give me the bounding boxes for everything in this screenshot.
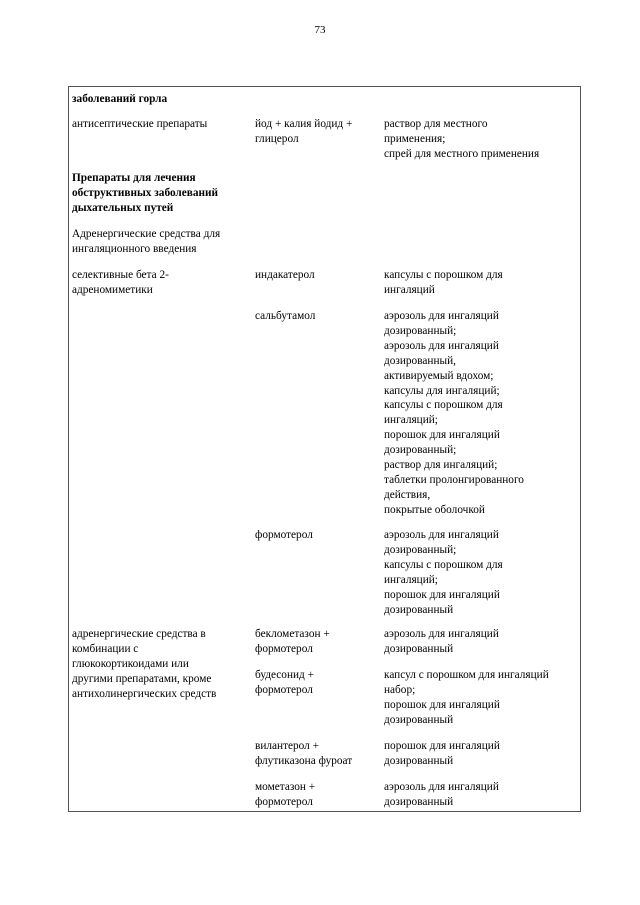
page-number: 73 [314,24,326,36]
form-salbutamol: аэрозоль для ингаляций дозированный; аэрозоль для ингаляций дозированный, активируемый вдохом; капсулы для ингаляций; капсулы с порошком для ингаляций; порошок для ингаляций дозированный; раствор для ингаляций; таблетки пролонгированного действия, покрытые оболочкой [384,310,524,516]
form-formoterol: аэрозоль для ингаляций дозированный; капсулы с порошком для ингаляций; порошок для ингаляций дозированный [384,529,503,616]
drug-budesonide-formoterol: будесонид + формотерол [255,669,314,696]
form-budesonide-formoterol: капсул с порошком для ингаляций набор; порошок для ингаляций дозированный [384,669,549,726]
group-antiseptic: антисептические препараты [72,118,208,130]
drug-mometasone-formoterol: мометазон + формотерол [255,781,316,808]
form-iodine: раствор для местного применения; спрей для местного применения [384,118,540,160]
group-beta2-agonists: селективные бета 2- адреномиметики [72,269,169,296]
subsection-title: Адренергические средства для ингаляционного введения [72,228,221,255]
drug-vilanterol-fluticasone: вилантерол + флутиказона фуроат [255,740,353,767]
drug-formoterol: формотерол [255,529,313,541]
form-indacaterol: капсулы с порошком для ингаляций [384,269,503,296]
form-beclometasone-formoterol: аэрозоль для ингаляций дозированный [384,628,499,655]
drug-indacaterol: индакатерол [255,269,315,281]
section-title: Препараты для лечения обструктивных заболеваний дыхательных путей [72,172,219,214]
header-row-text: заболеваний горла [72,93,168,105]
form-vilanterol-fluticasone: порошок для ингаляций дозированный [384,740,500,767]
drug-iodine: йод + калия йодид + глицерол [255,118,353,145]
drug-beclometasone-formoterol: беклометазон + формотерол [255,628,330,655]
form-mometasone-formoterol: аэрозоль для ингаляций дозированный [384,781,499,808]
drug-salbutamol: сальбутамол [255,310,316,322]
group-combination: адренергические средства в комбинации с глюкокортикоидами или другими препаратами, кроме антихолинергических средств [72,628,217,700]
